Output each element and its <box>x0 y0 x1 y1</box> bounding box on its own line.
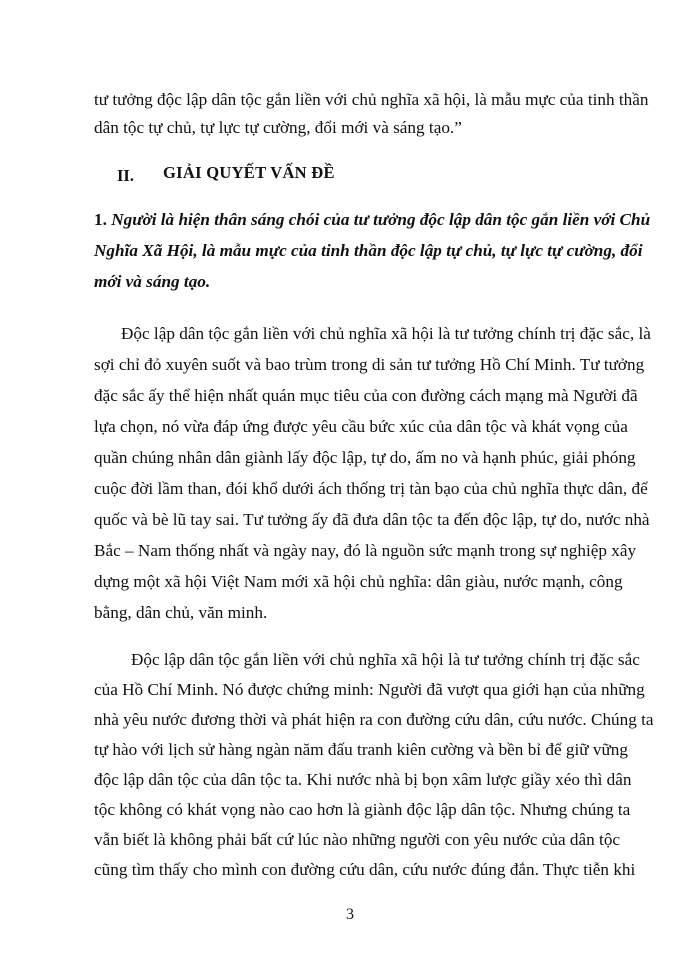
subsection-line-1 <box>94 210 651 230</box>
paragraph1-line-7: quốc và bè lũ tay sai. Tư tưởng ấy đã đưa dân tộc ta đến độc lập, tự do, nước nhà <box>94 510 650 529</box>
paragraph1-line-1: Độc lập dân tộc gắn liền với chủ nghĩa xã hội là tư tưởng chính trị đặc sắc, là <box>121 324 651 343</box>
intro-line-2: dân tộc tự chủ, tự lực tự cường, đổi mới và sáng tạo.” <box>94 118 462 137</box>
subsection-line-3: mới và sáng tạo. <box>94 272 211 291</box>
paragraph1-line-10: bằng, dân chủ, văn minh. <box>94 603 268 622</box>
paragraph1-line-5: quần chúng nhân dân giành lấy độc lập, tự do, ấm no và hạnh phúc, giải phóng <box>94 448 636 467</box>
paragraph1-line-9: dựng một xã hội Việt Nam mới xã hội chủ nghĩa: dân giàu, nước mạnh, công <box>94 572 623 591</box>
paragraph2-line-1: Độc lập dân tộc gắn liền với chủ nghĩa xã hội là tư tưởng chính trị đặc sắc <box>131 650 640 669</box>
paragraph1-line-8: Bắc – Nam thống nhất và ngày nay, đó là nguồn sức mạnh trong sự nghiệp xây <box>94 541 637 560</box>
section-number: II. <box>117 166 134 185</box>
section-title: GIẢI QUYẾT VẤN ĐỀ <box>163 163 335 182</box>
paragraph2-line-5: độc lập dân tộc của dân tộc ta. Khi nước nhà bị bọn xâm lược giầy xéo thì dân <box>94 770 632 789</box>
paragraph1-line-3: đặc sắc ấy thể hiện nhất quán mục tiêu của con đường cách mạng mà Người đã <box>94 386 638 405</box>
intro-line-1: tư tưởng độc lập dân tộc gắn liền với chủ nghĩa xã hội, là mẫu mực của tinh thần <box>94 90 649 109</box>
subsection-text-1: Người là hiện thân sáng chói của tư tưởng độc lập dân tộc gắn liền với Chủ <box>111 210 651 229</box>
paragraph1-line-6: cuộc đời lầm than, đói khổ dưới ách thống trị tàn bạo của chủ nghĩa thực dân, đế <box>94 479 648 498</box>
paragraph2-line-4: tự hào với lịch sử hàng ngàn năm đấu tranh kiên cường và bền bỉ để giữ vững <box>94 740 628 759</box>
paragraph1-line-2: sợi chỉ đỏ xuyên suốt và bao trùm trong di sản tư tưởng Hồ Chí Minh. Tư tưởng <box>94 355 645 374</box>
paragraph2-line-7: vẫn biết là không phải bất cứ lúc nào những người con yêu nước của dân tộc <box>94 830 621 849</box>
paragraph2-line-2: của Hồ Chí Minh. Nó được chứng minh: Người đã vượt qua giới hạn của những <box>94 680 645 699</box>
subsection-line-2: Nghĩa Xã Hội, là mẫu mực của tinh thần độc lập tự chủ, tự lực tự cường, đổi <box>94 241 643 260</box>
page-number: 3 <box>346 906 354 923</box>
paragraph2-line-8: cũng tìm thấy cho mình con đường cứu dân, cứu nước đúng đắn. Thực tiễn khi <box>94 860 636 879</box>
paragraph2-line-3: nhà yêu nước đương thời và phát hiện ra con đường cứu dân, cứu nước. Chúng ta <box>94 710 654 729</box>
paragraph2-line-6: tộc không có khát vọng nào cao hơn là giành độc lập dân tộc. Nhưng chúng ta <box>94 800 631 819</box>
paragraph1-line-4: lựa chọn, nó vừa đáp ứng được yêu cầu bức xúc của dân tộc và khát vọng của <box>94 417 628 436</box>
subsection-number: 1. <box>94 210 107 229</box>
